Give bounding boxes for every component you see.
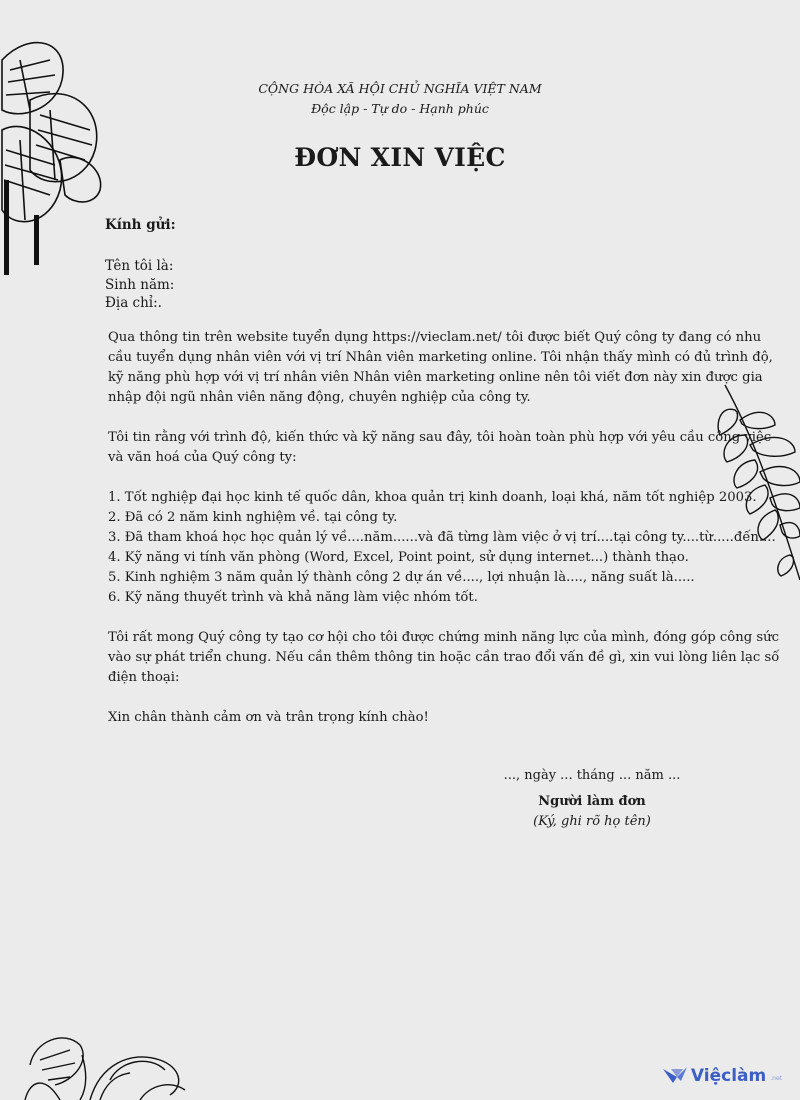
signer-label: Người làm đơn (538, 794, 646, 809)
qualification-list (108, 488, 776, 608)
letter-body (108, 328, 780, 748)
intro-line: kỹ năng phù hợp với vị trí nhân viên Nhân viên marketing online nên tôi viết đơn này xin được gia (108, 370, 763, 385)
signature-block (492, 766, 692, 832)
signature-hint: (Ký, ghi rõ họ tên) (533, 814, 651, 829)
request-paragraph (108, 628, 780, 688)
birth-label: Sinh năm: (105, 276, 175, 293)
qualification-paragraph (108, 428, 772, 468)
recipient-label: Kính gửi: (105, 217, 176, 233)
intro-line: Qua thông tin trên website tuyển dụng https://vieclam.net/ tôi được biết Quý công ty đang có nhu (108, 330, 762, 345)
qualification-line: Tôi tin rằng với trình độ, kiến thức và kỹ năng sau đây, tôi hoàn toàn phù hợp với yêu cầu công việc (108, 430, 772, 445)
logo-suffix: .net (770, 1075, 782, 1082)
nation-motto: Độc lập - Tự do - Hạnh phúc (311, 101, 489, 116)
closing-line: Xin chân thành cảm ơn và trân trọng kính chào! (108, 710, 429, 725)
document-header (0, 79, 800, 119)
list-item: 3. Đã tham khoá học học quản lý về....năm......và đã từng làm việc ở vị trí....tại công ty....từ.....đến.... (108, 530, 776, 545)
fern-leaf-icon (715, 380, 800, 590)
vieclam-logo-icon (663, 1067, 687, 1085)
request-line: điện thoại: (108, 670, 180, 685)
list-item: 5. Kinh nghiệm 3 năm quản lý thành công 2 dự án về...., lợi nhuận là...., năng suất là..... (108, 570, 695, 585)
list-item: 6. Kỹ năng thuyết trình và khả năng làm việc nhóm tốt. (108, 590, 478, 605)
intro-paragraph (108, 328, 773, 408)
request-line: Tôi rất mong Quý công ty tạo cơ hội cho tôi được chứng minh năng lực của mình, đóng góp công sức (108, 630, 780, 645)
name-label: Tên tôi là: (105, 258, 174, 274)
page-title: ĐƠN XIN VIỆC (294, 143, 506, 172)
applicant-info (105, 257, 174, 313)
intro-line: nhập đội ngũ nhân viên năng động, chuyên nghiệp của công ty. (108, 390, 531, 405)
logo-text: Việclàm (690, 1066, 767, 1086)
list-item: 2. Đã có 2 năm kinh nghiệm về. tại công ty. (108, 510, 398, 525)
vieclam-logo[interactable] (663, 1066, 782, 1086)
request-line: vào sự phát triển chung. Nếu cần thêm thông tin hoặc cần trao đổi vấn đề gì, xin vui lòng liên lạc số (108, 650, 780, 665)
address-label: Địa chỉ:. (105, 295, 162, 311)
nation-title: CỘNG HÒA XÃ HỘI CHỦ NGHĨA VIỆT NAM (258, 81, 542, 96)
signature-date: ..., ngày ... tháng ... năm ... (503, 768, 681, 783)
list-item: 1. Tốt nghiệp đại học kinh tế quốc dân, khoa quản trị kinh doanh, loại khá, năm tốt nghiệp 2003. (108, 490, 757, 505)
flower-leaf-icon (20, 1025, 190, 1100)
list-item: 4. Kỹ năng vi tính văn phòng (Word, Excel, Point point, sử dụng internet...) thành thạo. (108, 550, 689, 565)
intro-line: cầu tuyển dụng nhân viên với vị trí Nhân viên marketing online. Tôi nhận thấy mình có đủ trình độ, (108, 350, 773, 365)
qualification-line: và văn hoá của Quý công ty: (108, 450, 297, 465)
